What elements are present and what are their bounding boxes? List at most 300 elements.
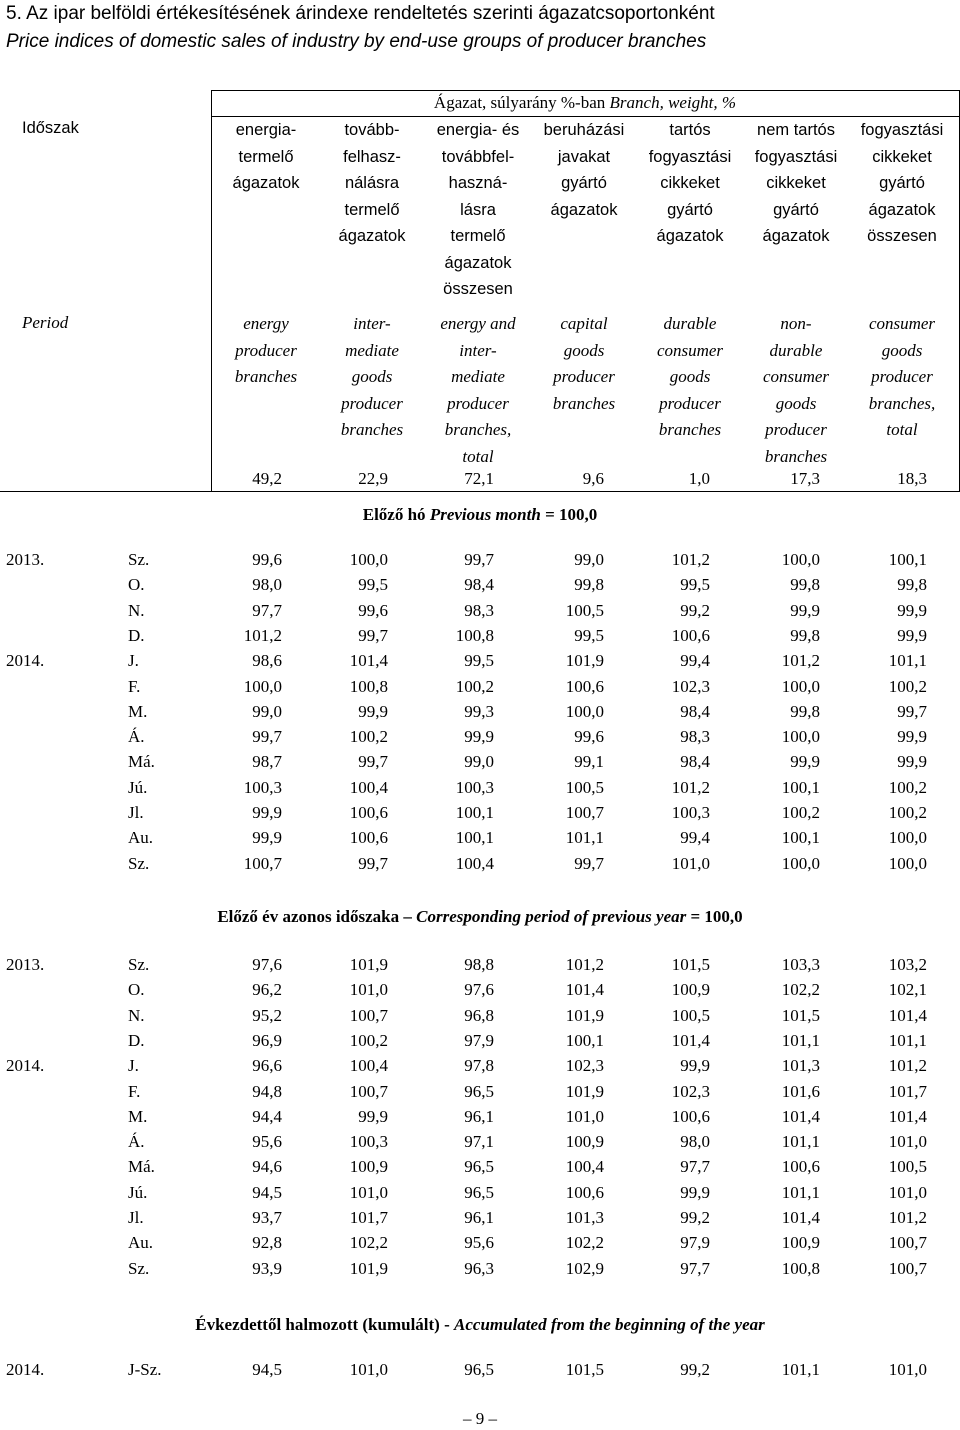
column-header-line: nálásra: [344, 174, 400, 192]
column-header-line: lásra: [460, 200, 496, 219]
column-header-line: energy and: [440, 314, 516, 333]
row-month: Jl.: [128, 803, 144, 822]
column-header-hu-1: [210, 117, 322, 197]
value-cell: 100,2: [455, 676, 494, 696]
value-cell: 101,4: [781, 1208, 820, 1227]
column-header-line: gyártó: [879, 174, 925, 192]
value-cell: 101,4: [888, 1005, 927, 1025]
value-cell: 100,2: [888, 676, 927, 696]
value-cell: 99,9: [252, 803, 282, 822]
table-row: [0, 1003, 960, 1028]
table-row: [0, 1028, 960, 1053]
weights-row: [0, 466, 960, 492]
column-header-line: haszná-: [448, 174, 508, 192]
value-cell: 100,6: [781, 1157, 820, 1177]
column-header-line: cikkeket: [660, 174, 720, 192]
value-cell: 95,6: [252, 1132, 282, 1152]
value-cell: 100,3: [349, 1132, 388, 1152]
value-cell: 100,4: [349, 1056, 388, 1076]
column-header-line: total: [886, 420, 918, 439]
value-cell: 100,6: [671, 625, 710, 645]
weight-cell: 49,2: [252, 469, 282, 488]
column-header-line: branches: [764, 446, 828, 466]
value-cell: 100,3: [455, 777, 494, 797]
value-cell: 100,0: [781, 676, 820, 696]
column-header-line: fogyasztási: [860, 121, 944, 139]
column-header-line: branches: [658, 420, 722, 439]
value-cell: 101,1: [781, 1030, 820, 1050]
value-cell: 102,2: [349, 1233, 388, 1253]
value-cell: 101,1: [888, 651, 927, 671]
table-row: [0, 825, 960, 850]
value-cell: 100,5: [671, 1005, 710, 1025]
column-header-line: branches: [234, 367, 298, 386]
value-cell: 100,7: [349, 1005, 388, 1025]
row-year: 2014.: [6, 1360, 45, 1379]
row-month: O.: [128, 980, 145, 1000]
column-header-line: ágazatok: [444, 253, 512, 272]
value-cell: 100,8: [781, 1258, 820, 1278]
row-month: F.: [128, 676, 141, 696]
value-cell: 101,1: [781, 1360, 820, 1379]
value-cell: 102,9: [565, 1258, 604, 1278]
weight-cell: 9,6: [582, 469, 604, 488]
value-cell: 97,7: [252, 600, 282, 620]
column-header-line: inter-: [353, 314, 391, 333]
value-cell: 101,2: [781, 651, 820, 671]
value-cell: 100,1: [565, 1030, 604, 1050]
value-cell: 103,3: [781, 955, 820, 974]
weight-cell: 1,0: [688, 469, 710, 488]
column-header-line: durable: [769, 340, 823, 360]
value-cell: 99,0: [252, 701, 282, 721]
table-row: [0, 800, 960, 825]
table-row: [0, 1230, 960, 1255]
column-header-line: inter-: [459, 340, 497, 360]
value-cell: 98,4: [680, 701, 710, 721]
column-header-line: termelő: [450, 227, 506, 245]
value-cell: 96,6: [252, 1056, 282, 1076]
column-header-line: producer: [871, 367, 933, 386]
row-month: D.: [128, 625, 145, 645]
column-header-line: producer: [553, 367, 615, 386]
column-header-en-5: [634, 311, 746, 444]
value-cell: 99,4: [680, 828, 710, 848]
value-cell: 101,0: [888, 1132, 927, 1152]
value-cell: 98,0: [252, 575, 282, 595]
table-row: [0, 724, 960, 749]
table-row: [0, 598, 960, 623]
value-cell: 93,9: [252, 1258, 282, 1278]
value-cell: 100,0: [565, 701, 604, 721]
value-cell: 100,2: [781, 803, 820, 822]
value-cell: 99,9: [790, 752, 820, 772]
value-cell: 101,3: [781, 1056, 820, 1076]
table-row: [0, 1104, 960, 1129]
value-cell: 99,4: [680, 651, 710, 671]
value-cell: 100,4: [349, 777, 388, 797]
header-top-rule: [212, 90, 960, 91]
row-month: Á.: [128, 727, 145, 747]
value-cell: 101,4: [565, 980, 604, 1000]
value-cell: 99,0: [464, 752, 494, 772]
column-header-line: összesen: [443, 280, 513, 298]
column-header-line: mediate: [451, 367, 505, 386]
column-header-line: ágazatok: [338, 227, 406, 245]
value-cell: 98,4: [464, 575, 494, 595]
column-header-line: felhasz-: [343, 147, 401, 166]
row-month: Au.: [128, 828, 154, 848]
value-cell: 100,8: [455, 625, 494, 645]
table-row: [0, 1129, 960, 1154]
value-cell: 100,6: [671, 1106, 710, 1126]
value-cell: 101,7: [349, 1208, 388, 1227]
value-cell: 101,4: [781, 1106, 820, 1126]
table-row: [0, 1079, 960, 1104]
value-cell: 100,0: [888, 853, 927, 873]
section-heading-en: Accumulated from the beginning of the year: [454, 1315, 765, 1334]
table-row: [0, 648, 960, 673]
value-cell: 101,1: [888, 1030, 927, 1050]
column-header-line: ágazatok: [232, 174, 300, 192]
column-header-line: goods: [775, 393, 817, 413]
section-heading-en: Previous month: [429, 505, 541, 524]
value-cell: 102,1: [888, 980, 927, 1000]
value-cell: 99,2: [680, 1360, 710, 1379]
value-cell: 101,0: [349, 1182, 388, 1202]
table-row: [0, 952, 960, 977]
value-cell: 101,1: [565, 828, 604, 848]
value-cell: 97,8: [464, 1056, 494, 1076]
column-header-line: tartós: [669, 121, 711, 139]
column-header-line: producer: [235, 340, 297, 360]
row-month: J.: [128, 651, 139, 671]
value-cell: 101,2: [671, 777, 710, 797]
value-cell: 99,7: [897, 701, 927, 721]
column-header-line: tovább-: [344, 121, 400, 139]
value-cell: 101,2: [243, 625, 282, 645]
weight-cell: 18,3: [897, 469, 927, 488]
row-year: 2014.: [6, 651, 45, 671]
value-cell: 99,8: [790, 701, 820, 721]
column-header-line: producer: [341, 393, 403, 413]
column-header-line: termelő: [238, 147, 294, 166]
value-cell: 100,1: [781, 777, 820, 797]
value-cell: 94,8: [252, 1081, 282, 1101]
column-header-line: gyártó: [561, 174, 607, 192]
value-cell: 99,6: [574, 727, 604, 747]
row-month: Sz.: [128, 853, 150, 873]
value-cell: 97,7: [680, 1157, 710, 1177]
column-header-en-2: [316, 311, 428, 444]
column-header-line: cikkeket: [872, 147, 932, 166]
value-cell: 100,8: [349, 676, 388, 696]
table-row: [0, 1205, 960, 1230]
value-cell: 100,3: [243, 777, 282, 797]
value-cell: 99,2: [680, 1208, 710, 1227]
row-year: 2013.: [6, 550, 45, 569]
value-cell: 99,9: [897, 625, 927, 645]
column-header-line: producer: [447, 393, 509, 413]
value-cell: 99,3: [464, 701, 494, 721]
value-cell: 99,6: [252, 550, 282, 569]
value-cell: 101,3: [565, 1208, 604, 1227]
row-month: M.: [128, 1106, 148, 1126]
row-month: Jl.: [128, 1208, 144, 1227]
value-cell: 99,9: [358, 701, 388, 721]
row-month: Á.: [128, 1132, 145, 1152]
value-cell: 94,5: [252, 1360, 282, 1379]
value-cell: 100,2: [888, 803, 927, 822]
period-label-en: Period: [22, 313, 69, 332]
column-header-en-7: [846, 311, 958, 444]
section-heading-hu: Előző év azonos időszaka –: [217, 907, 412, 926]
column-header-en-3: [422, 311, 534, 470]
column-header-line: producer: [765, 420, 827, 439]
row-month: Má.: [128, 752, 155, 772]
value-cell: 100,2: [349, 727, 388, 747]
value-cell: 99,9: [790, 600, 820, 620]
value-cell: 99,9: [464, 727, 494, 747]
value-cell: 101,2: [888, 1056, 927, 1076]
value-cell: 98,7: [252, 752, 282, 772]
section-heading: [0, 907, 960, 927]
column-header-line: továbbfel-: [441, 147, 515, 166]
value-cell: 100,0: [243, 676, 282, 696]
value-cell: 99,7: [358, 625, 388, 645]
row-month: Sz.: [128, 550, 150, 569]
value-cell: 96,5: [464, 1182, 494, 1202]
value-cell: 99,5: [574, 625, 604, 645]
value-cell: 100,4: [455, 853, 494, 873]
value-cell: 96,5: [464, 1157, 494, 1177]
row-month: J.: [128, 1056, 139, 1076]
row-year: 2014.: [6, 1056, 45, 1076]
value-cell: 100,6: [349, 803, 388, 822]
row-month: F.: [128, 1081, 141, 1101]
row-month: Jú.: [128, 777, 148, 797]
row-month: N.: [128, 600, 145, 620]
value-cell: 95,6: [464, 1233, 494, 1253]
value-cell: 96,3: [464, 1258, 494, 1278]
column-header-line: beruházási: [543, 121, 625, 139]
table-row: [0, 1053, 960, 1078]
value-cell: 99,8: [897, 575, 927, 595]
value-cell: 99,7: [574, 853, 604, 873]
value-cell: 99,6: [358, 600, 388, 620]
page-title: 5. Az ipar belföldi értékesítésének árindexe rendeltetés szerinti ágazatcsoportonként: [6, 3, 715, 24]
value-cell: 100,9: [349, 1157, 388, 1177]
column-header-line: mediate: [345, 340, 399, 360]
table-row: [0, 572, 960, 597]
value-cell: 99,9: [358, 1106, 388, 1126]
table-row: [0, 674, 960, 699]
table-row: [0, 1357, 960, 1382]
value-cell: 102,2: [565, 1233, 604, 1253]
value-cell: 97,9: [464, 1030, 494, 1050]
column-header-line: consumer: [762, 367, 830, 386]
column-header-line: durable: [663, 314, 717, 333]
value-cell: 102,3: [565, 1056, 604, 1076]
value-cell: 98,3: [680, 727, 710, 747]
value-cell: 97,6: [464, 980, 494, 1000]
value-cell: 100,0: [781, 727, 820, 747]
column-header-line: producer: [659, 393, 721, 413]
value-cell: 101,5: [671, 955, 710, 974]
table-row: [0, 749, 960, 774]
section-heading-en: Corresponding period of previous year: [416, 907, 687, 926]
column-header-en-1: [210, 311, 322, 391]
value-cell: 101,7: [888, 1081, 927, 1101]
value-cell: 100,5: [888, 1157, 927, 1177]
value-cell: 100,2: [888, 777, 927, 797]
column-header-line: cikkeket: [766, 174, 826, 192]
value-cell: 100,0: [781, 550, 820, 569]
section-heading-suffix: = 100,0: [690, 907, 743, 926]
column-header-en-4: [528, 311, 640, 417]
value-cell: 101,2: [671, 550, 710, 569]
table-row: [0, 623, 960, 648]
value-cell: 96,1: [464, 1106, 494, 1126]
value-cell: 100,2: [349, 1030, 388, 1050]
table-row: [0, 775, 960, 800]
column-header-en-6: [740, 311, 852, 470]
value-cell: 100,9: [781, 1233, 820, 1253]
column-header-line: gyártó: [773, 200, 819, 219]
value-cell: 100,7: [888, 1258, 927, 1278]
value-cell: 101,9: [349, 1258, 388, 1278]
value-cell: 101,0: [671, 853, 710, 873]
page-subtitle: Price indices of domestic sales of industry by end-use groups of producer branches: [6, 31, 707, 52]
value-cell: 99,8: [574, 575, 604, 595]
value-cell: 101,2: [565, 955, 604, 974]
table-row: [0, 1154, 960, 1179]
value-cell: 98,4: [680, 752, 710, 772]
value-cell: 100,7: [888, 1233, 927, 1253]
value-cell: 101,0: [565, 1106, 604, 1126]
row-month: Sz.: [128, 1258, 150, 1278]
column-header-line: fogyasztási: [754, 147, 838, 166]
table-row: [0, 547, 960, 572]
value-cell: 99,9: [252, 828, 282, 848]
column-header-line: branches,: [868, 393, 936, 413]
row-month: Jú.: [128, 1182, 148, 1202]
column-header-line: branches: [340, 420, 404, 439]
value-cell: 99,9: [680, 1056, 710, 1076]
row-year: 2013.: [6, 955, 45, 974]
value-cell: 100,7: [565, 803, 604, 822]
column-header-line: total: [462, 446, 494, 466]
value-cell: 99,2: [680, 600, 710, 620]
value-cell: 94,5: [252, 1182, 282, 1202]
value-cell: 93,7: [252, 1208, 282, 1227]
value-cell: 102,3: [671, 1081, 710, 1101]
value-cell: 97,9: [680, 1233, 710, 1253]
column-header-line: ágazatok: [868, 200, 936, 219]
weight-cell: 22,9: [358, 469, 388, 488]
value-cell: 101,5: [565, 1360, 604, 1379]
branch-weight-heading: Ágazat, súlyarány %-ban Branch, weight, %: [433, 93, 737, 112]
value-cell: 100,6: [349, 828, 388, 848]
column-header-hu-4: [528, 117, 640, 223]
value-cell: 100,9: [565, 1132, 604, 1152]
section-heading: [0, 505, 960, 525]
column-header-line: goods: [563, 340, 605, 360]
value-cell: 100,6: [565, 1182, 604, 1202]
row-month: Au.: [128, 1233, 154, 1253]
column-header-line: gyártó: [667, 200, 713, 219]
column-header-line: goods: [881, 340, 923, 360]
weight-cell: 17,3: [790, 469, 820, 488]
row-month: M.: [128, 701, 148, 721]
column-header-line: consumer: [656, 340, 724, 360]
column-header-line: consumer: [868, 314, 936, 333]
value-cell: 99,5: [680, 575, 710, 595]
value-cell: 96,8: [464, 1005, 494, 1025]
value-cell: 101,1: [781, 1132, 820, 1152]
value-cell: 101,9: [565, 1005, 604, 1025]
value-cell: 103,2: [888, 955, 927, 974]
value-cell: 92,8: [252, 1233, 282, 1253]
value-cell: 101,0: [888, 1360, 927, 1379]
row-month: Má.: [128, 1157, 155, 1177]
value-cell: 100,3: [671, 803, 710, 822]
value-cell: 101,2: [888, 1208, 927, 1227]
value-cell: 98,8: [464, 955, 494, 974]
value-cell: 96,5: [464, 1360, 494, 1379]
section-heading-hu: Évkezdettől halmozott (kumulált) -: [195, 1315, 450, 1334]
column-header-line: branches: [552, 393, 616, 413]
value-cell: 102,2: [781, 980, 820, 1000]
value-cell: 101,6: [781, 1081, 820, 1101]
column-header-line: energia- és: [436, 121, 520, 139]
value-cell: 100,7: [243, 853, 282, 873]
row-month: Sz.: [128, 955, 150, 974]
value-cell: 94,6: [252, 1157, 282, 1177]
column-header-line: nem tartós: [757, 121, 835, 139]
value-cell: 100,1: [455, 803, 494, 822]
value-cell: 101,5: [781, 1005, 820, 1025]
column-header-line: javakat: [557, 147, 611, 166]
column-header-line: branches,: [444, 420, 512, 439]
value-cell: 101,0: [349, 980, 388, 1000]
column-header-hu-3: [422, 117, 534, 303]
column-header-hu-5: [634, 117, 746, 250]
section-heading: [0, 1315, 960, 1335]
value-cell: 99,9: [897, 727, 927, 747]
column-header-line: ágazatok: [656, 227, 724, 245]
value-cell: 97,7: [680, 1258, 710, 1278]
value-cell: 96,9: [252, 1030, 282, 1050]
value-cell: 100,6: [565, 676, 604, 696]
value-cell: 100,1: [888, 550, 927, 569]
value-cell: 96,1: [464, 1208, 494, 1227]
section-heading-suffix: = 100,0: [545, 505, 598, 524]
value-cell: 100,7: [349, 1081, 388, 1101]
value-cell: 96,5: [464, 1081, 494, 1101]
value-cell: 95,2: [252, 1005, 282, 1025]
column-header-line: termelő: [344, 200, 400, 219]
column-header-hu-6: [740, 117, 852, 250]
value-cell: 100,1: [781, 828, 820, 848]
column-header-line: ágazatok: [550, 200, 618, 219]
value-cell: 99,8: [790, 575, 820, 595]
table-row: [0, 1180, 960, 1205]
table-row: [0, 977, 960, 1002]
period-label-hu: Időszak: [22, 119, 79, 137]
value-cell: 101,9: [565, 1081, 604, 1101]
value-cell: 101,4: [671, 1030, 710, 1050]
